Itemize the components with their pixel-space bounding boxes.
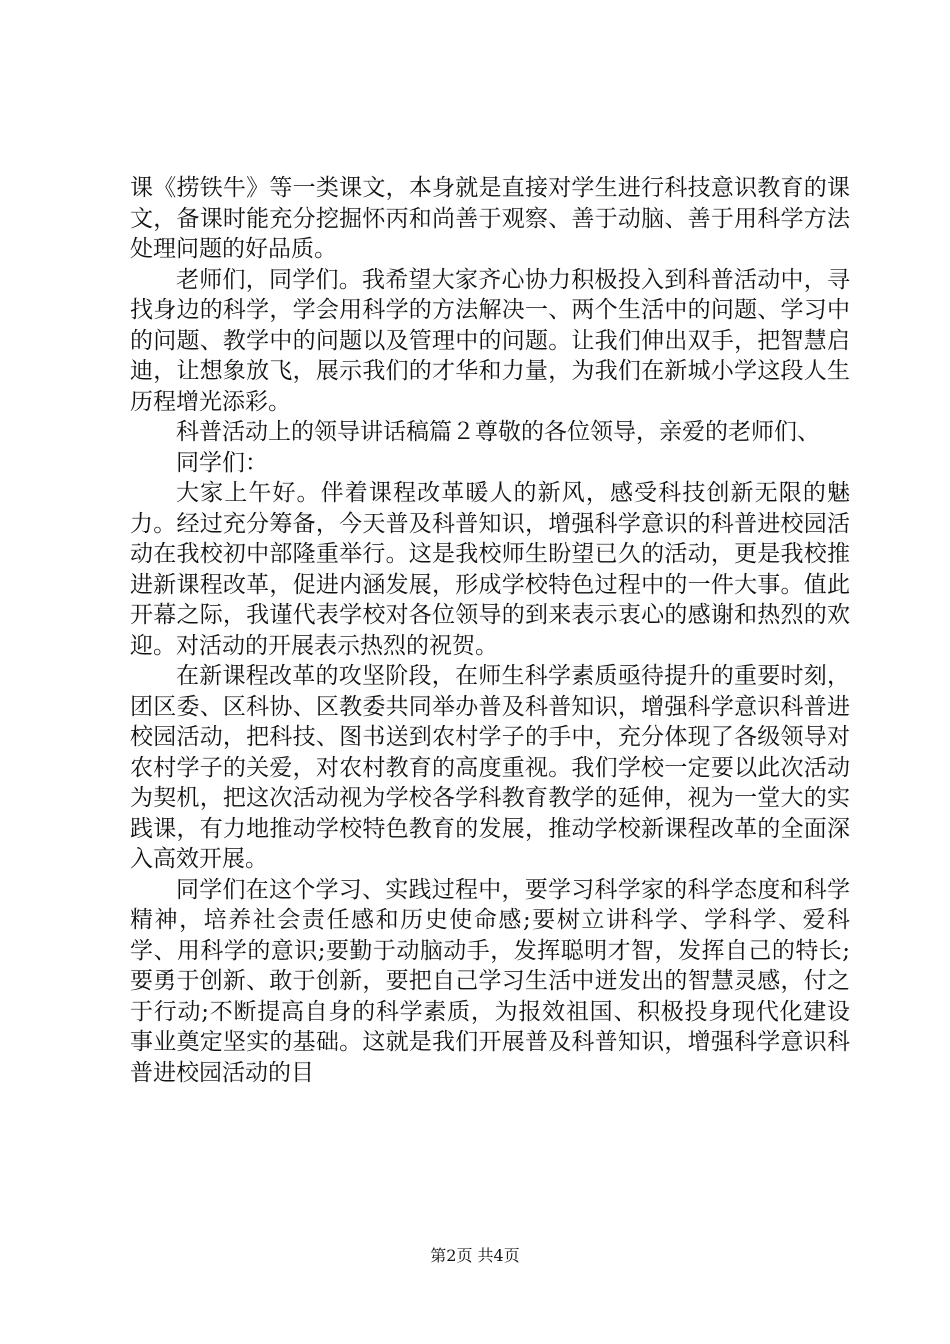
paragraph-6: 在新课程改革的攻坚阶段，在师生科学素质亟待提升的重要时刻，团区委、区科协、区教委共同举办普及科普知识，增强科学意识科普进校园活动，把科技、图书送到农村学子的手中，充分体现了各级领导对农村学子的关爱，对农村教育的高度重视。我们学校一定要以此次活动为契机，把这次活动视为学校各学科教育教学的延伸，视为一堂大的实践课，有力地推动学校特色教育的发展，推动学校新课程改革的全面深入高效开展。 [130,663,850,872]
paragraph-2: 老师们，同学们。我希望大家齐心协力积极投入到科普活动中，寻找身边的科学，学会用科学的方法解决一、两个生活中的问题、学习中的问题、教学中的问题以及管理中的问题。让我们伸出双手，把智慧启迪，让想象放飞，展示我们的才华和力量，为我们在新城小学这段人生历程增光添彩。 [130,266,850,415]
paragraph-7: 同学们在这个学习、实践过程中，要学习科学家的科学态度和科学精神，培养社会责任感和历史使命感;要树立讲科学、学科学、爱科学、用科学的意识;要勤于动脑动手，发挥聪明才智，发挥自己的特长;要勇于创新、敢于创新，要把自己学习生活中迸发出的智慧灵感，付之于行动;不断提高自身的科学素质，为报效祖国、积极投身现代化建设事业奠定坚实的基础。这就是我们开展普及科普知识，增强科学意识科普进校园活动的目 [130,876,850,1086]
document-body [130,173,850,1088]
paragraph-3: 科普活动上的领导讲话稿篇２尊敬的各位领导，亲爱的老师们、 [176,419,820,445]
paragraph-1: 课《捞铁牛》等一类课文，本身就是直接对学生进行科技意识教育的课文，备课时能充分挖掘怀丙和尚善于观察、善于动脑、善于用科学方法处理问题的好品质。 [130,175,850,262]
paragraph-4: 同学们： [176,449,268,476]
page-footer: 第2页 共4页 [430,1246,520,1265]
paragraph-5: 大家上午好。伴着课程改革暖人的新风，感受科技创新无限的魅力。经过充分筹备，今天普及科普知识，增强科学意识的科普进校园活动在我校初中部隆重举行。这是我校师生盼望已久的活动，更是我校推进新课程改革，促进内涵发展，形成学校特色过程中的一件大事。值此开幕之际，我谨代表学校对各位领导的到来表示衷心的感谢和热烈的欢迎。对活动的开展表示热烈的祝贺。 [130,480,850,659]
